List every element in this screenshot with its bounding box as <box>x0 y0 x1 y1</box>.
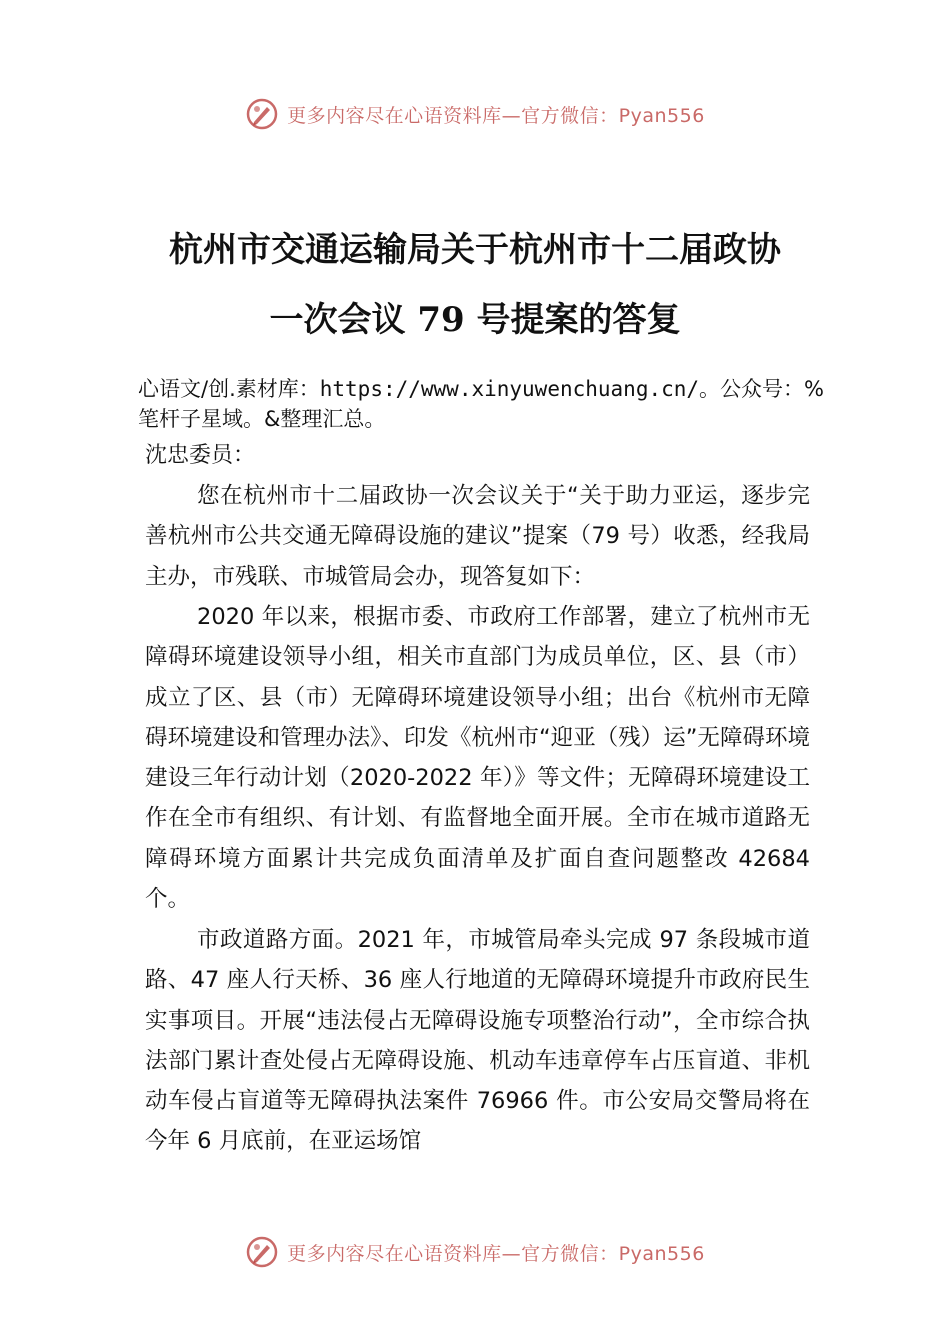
banner-text: 更多内容尽在心语资料库—官方微信：Pyan556 <box>287 104 705 127</box>
header-banner <box>0 94 950 134</box>
body-paragraph: 2020 年以来，根据市委、市政府工作部署，建立了杭州市无障碍环境建设领导小组，相关市直部门为成员单位，区、县（市）成立了区、县（市）无障碍环境建设领导小组；出台《杭州市无障碍环境建设和管理办法》、印发《杭州市“迎亚（残）运”无障碍环境建设三年行动计划（2020-2022 年）》等文件；无障碍环境建设工作在全市有组织、有计划、有监督地全面开展。全市在城市道路无障碍环境方面累计共完成负面清单及扩面自查问题整改 42684 个。 <box>145 604 810 913</box>
body-paragraph: 您在杭州市十二届政协一次会议关于“关于助力亚运，逐步完善杭州市公共交通无障碍设施的建议”提案（79 号）收悉，经我局主办，市残联、市城管局会办，现答复如下： <box>145 483 810 590</box>
source-rest: 。公众号：%笔杆子星域。&整理汇总。 <box>138 377 825 431</box>
source-label: 心语文/创.素材库： <box>138 377 320 401</box>
source-note <box>138 374 838 434</box>
salutation: 沈忠委员： <box>145 443 256 468</box>
source-url[interactable]: https://www.xinyuwenchuang.cn/ <box>319 377 700 401</box>
pen-logo-icon <box>245 97 279 131</box>
body-paragraph: 市政道路方面。2021 年，市城管局牵头完成 97 条段城市道路、47 座人行天桥、36 座人行地道的无障碍环境提升市政府民生实事项目。开展“违法侵占无障碍设施专项整治行动”，全市综合执法部门累计查处侵占无障碍设施、机动车违章停车占压盲道、非机动车侵占盲道等无障碍执法案件 76966 件。市公安局交警局将在今年 6 月底前，在亚运场馆 <box>145 927 810 1155</box>
banner-text: 更多内容尽在心语资料库—官方微信：Pyan556 <box>287 1242 705 1265</box>
document-title-line-1: 杭州市交通运输局关于杭州市十二届政协 <box>169 230 781 270</box>
pen-logo-icon <box>245 1235 279 1269</box>
footer-banner <box>0 1232 950 1272</box>
document-title-line-2: 一次会议 79 号提案的答复 <box>269 300 681 340</box>
